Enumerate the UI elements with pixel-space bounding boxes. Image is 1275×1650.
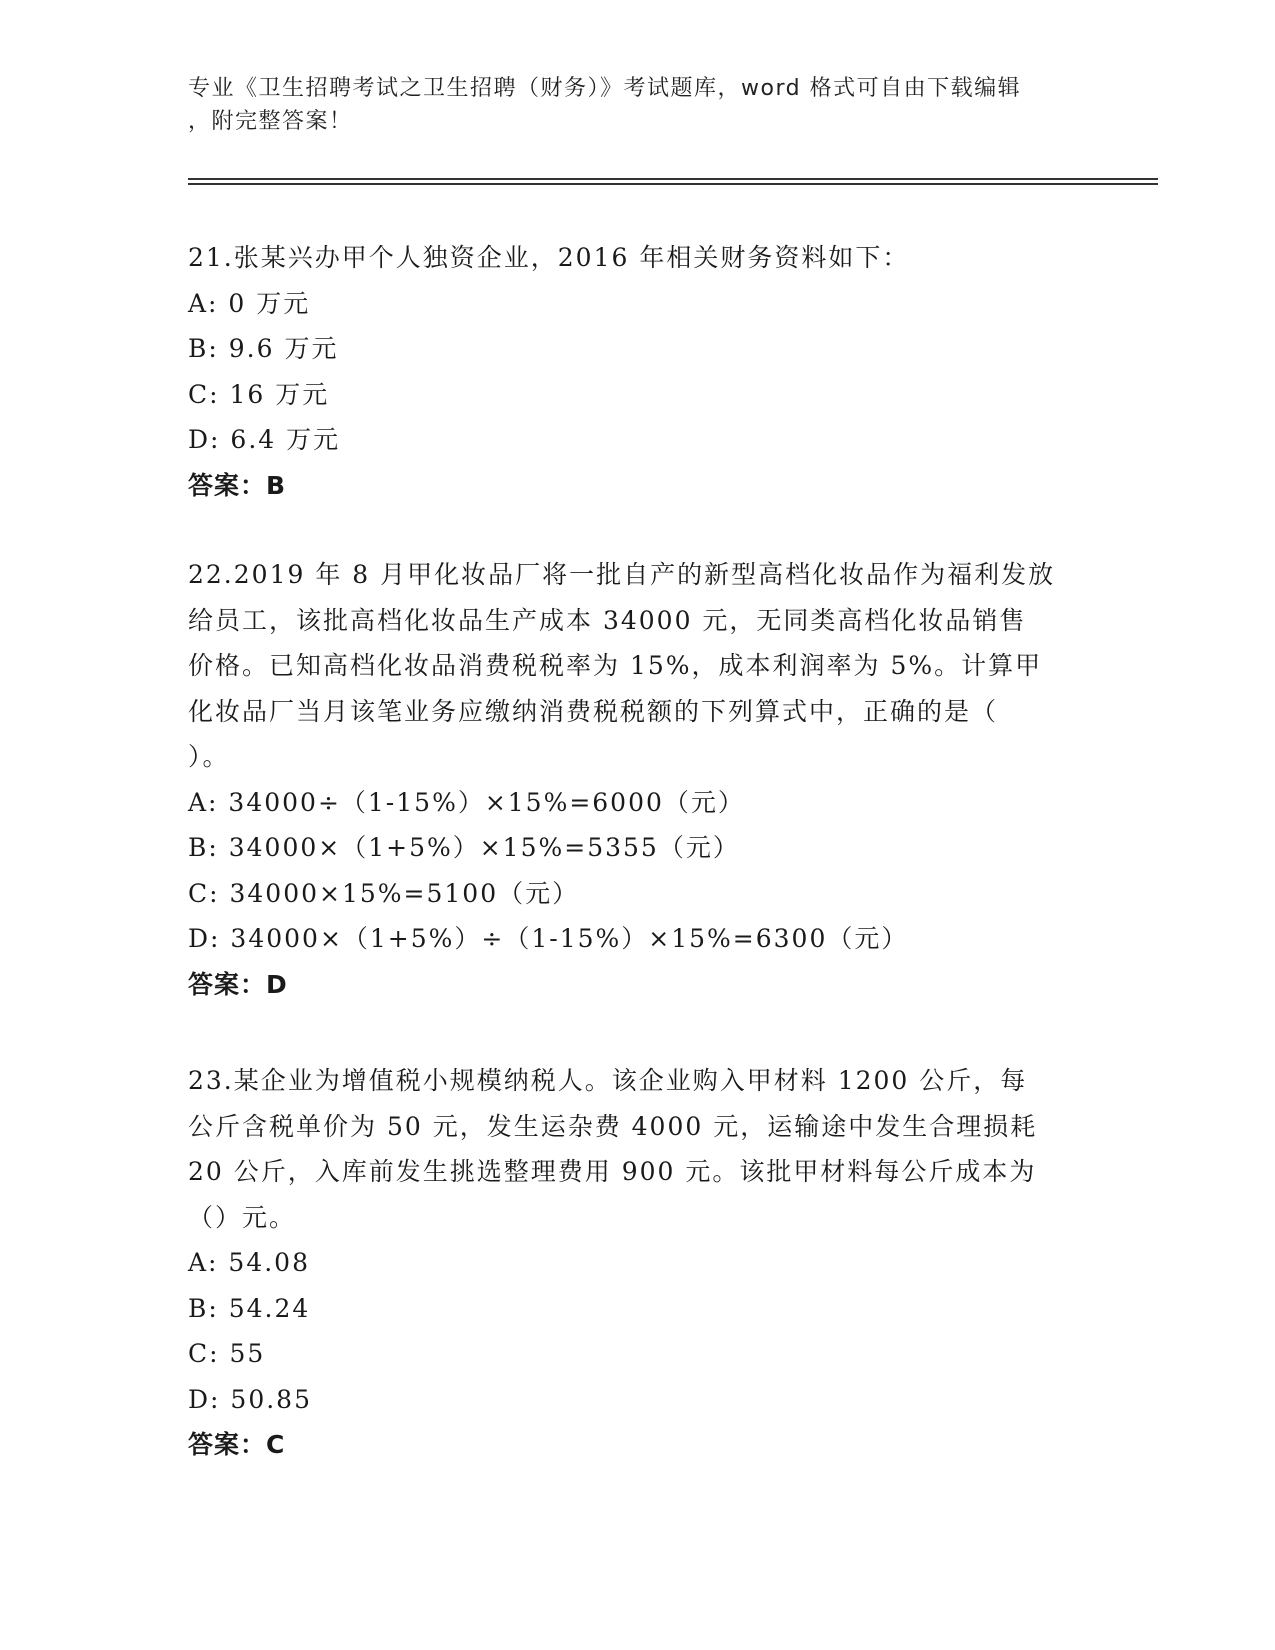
- option-d: D: 50.85: [188, 1384, 312, 1414]
- option-c: C: 55: [188, 1339, 266, 1368]
- option-a: A: 54.08: [188, 1248, 310, 1277]
- question-23: [188, 1058, 1088, 1468]
- question-stem: 公斤含税单价为 50 元，发生运杂费 4000 元，运输途中发生合理损耗: [188, 1111, 1038, 1141]
- option-b: B: 9.6 万元: [188, 334, 339, 363]
- option-b: B: 54.24: [188, 1293, 311, 1323]
- answer-label: 答案：D: [188, 969, 288, 999]
- question-stem: 22.2019 年 8 月甲化妆品厂将一批自产的新型高档化妆品作为福利发放: [188, 560, 1056, 589]
- answer-label: 答案：C: [188, 1430, 286, 1459]
- header-divider: [188, 183, 1158, 185]
- question-22: [188, 552, 1088, 1007]
- document-header: [188, 72, 1088, 138]
- option-c: C: 16 万元: [188, 379, 330, 409]
- answer-label: 答案：B: [188, 470, 287, 500]
- option-c: C: 34000×15%=5100（元）: [188, 878, 580, 908]
- question-stem: 价格。已知高档化妆品消费税税率为 15%，成本利润率为 5%。计算甲: [188, 651, 1043, 680]
- option-d: D: 6.4 万元: [188, 425, 341, 454]
- header-line: ，附完整答案！: [188, 109, 353, 134]
- option-d: D: 34000×（1+5%）÷（1-15%）×15%=6300（元）: [188, 924, 909, 953]
- question-stem: （）元。: [188, 1202, 297, 1232]
- question-stem: 23.某企业为增值税小规模纳税人。该企业购入甲材料 1200 公斤，每: [188, 1066, 1028, 1095]
- header-line: 专业《卫生招聘考试之卫生招聘（财务）》考试题库，word 格式可自由下载编辑: [188, 76, 1022, 101]
- option-a: A: 0 万元: [188, 288, 311, 318]
- question-21: [188, 235, 1088, 508]
- question-stem: 20 公斤，入库前发生挑选整理费用 900 元。该批甲材料每公斤成本为: [188, 1157, 1037, 1186]
- question-stem: 给员工，该批高档化妆品生产成本 34000 元，无同类高档化妆品销售: [188, 605, 1027, 635]
- header-divider: [188, 178, 1158, 180]
- option-a: A: 34000÷（1-15%）×15%=6000（元）: [188, 787, 745, 817]
- option-b: B: 34000×（1+5%）×15%=5355（元）: [188, 833, 740, 862]
- question-stem: 化妆品厂当月该笔业务应缴纳消费税税额的下列算式中，正确的是（: [188, 696, 999, 726]
- question-stem: ）。: [188, 742, 230, 771]
- question-stem: 21.张某兴办甲个人独资企业，2016 年相关财务资料如下：: [188, 243, 910, 272]
